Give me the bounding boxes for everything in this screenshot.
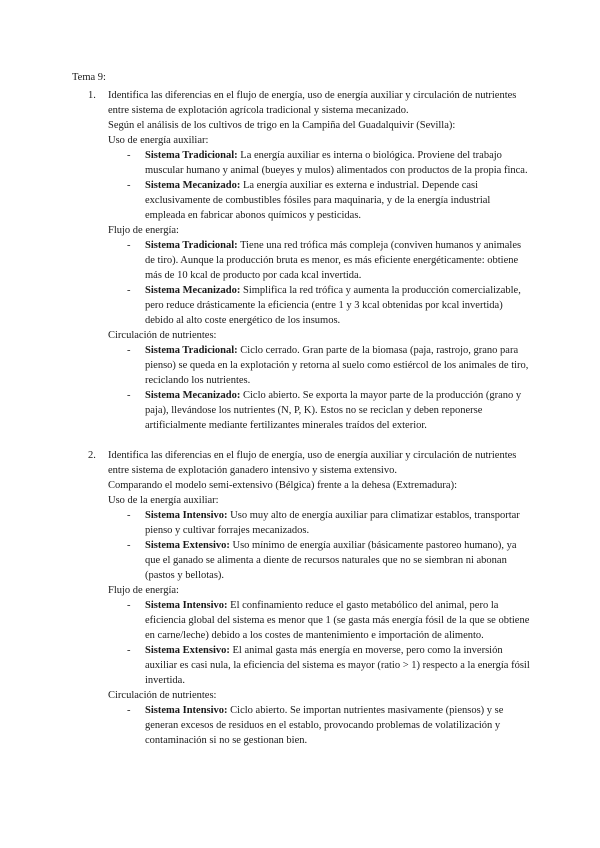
bullet-label: Sistema Tradicional: — [145, 240, 238, 251]
question-number: 2. — [88, 450, 96, 461]
bullet-text: Uso mínimo de energía auxiliar (básicamente pastoreo humano), ya que el ganado se alimenta a diente de recursos naturales que no se siembran ni abonan (pastos y bellotas). — [145, 540, 517, 581]
bullet-label: Sistema Extensivo: — [145, 540, 230, 551]
section-heading: Flujo de energía: — [108, 225, 179, 236]
bullet-item — [108, 343, 532, 388]
bullet-list — [108, 508, 532, 583]
bullet-item — [108, 538, 532, 583]
document-title: Tema 9: — [72, 72, 106, 83]
bullet-item — [108, 388, 532, 433]
bullet-label: Sistema Mecanizado: — [145, 180, 241, 191]
bullet-text: Simplifica la red trófica y aumenta la producción comercializable, pero reduce drásticamente la eficiencia (entre 1 y 3 kcal obtenidas por kcal invertida) debido al alto coste energético de los insumos. — [145, 285, 521, 326]
document-body — [72, 70, 532, 748]
question-context: Comparando el modelo semi-extensivo (Bélgica) frente a la dehesa (Extremadura): — [108, 480, 457, 491]
bullet-list — [108, 598, 532, 688]
dash-bullet-icon: - — [127, 285, 131, 296]
bullet-list — [108, 343, 532, 433]
bullet-list — [108, 148, 532, 223]
question-number: 1. — [88, 90, 96, 101]
bullet-item — [108, 598, 532, 643]
bullet-item — [108, 508, 532, 538]
section-heading: Uso de la energía auxiliar: — [108, 495, 219, 506]
question — [72, 448, 532, 748]
bullet-text: El confinamiento reduce el gasto metabólico del animal, pero la eficiencia global del sistema es menor que 1 (se gasta más energía fósil de la que se obtiene en carne/leche) debido a los costes de mantenimiento e importación de alimento. — [145, 600, 530, 641]
bullet-item — [108, 238, 532, 283]
question-list — [72, 88, 532, 748]
bullet-label: Sistema Intensivo: — [145, 510, 228, 521]
bullet-label: Sistema Tradicional: — [145, 345, 238, 356]
dash-bullet-icon: - — [127, 540, 131, 551]
bullet-text: Uso muy alto de energía auxiliar para climatizar establos, transportar pienso y cultivar forrajes mecanizados. — [145, 510, 520, 536]
bullet-list — [108, 238, 532, 328]
bullet-item — [108, 283, 532, 328]
question-prompt: Identifica las diferencias en el flujo de energía, uso de energía auxiliar y circulación de nutrientes entre sistema de explotación agrícola tradicional y sistema mecanizado. — [108, 90, 517, 116]
bullet-label: Sistema Mecanizado: — [145, 285, 241, 296]
section-heading: Circulación de nutrientes: — [108, 330, 217, 341]
dash-bullet-icon: - — [127, 390, 131, 401]
dash-bullet-icon: - — [127, 600, 131, 611]
question-context: Según el análisis de los cultivos de trigo en la Campiña del Guadalquivir (Sevilla): — [108, 120, 456, 131]
dash-bullet-icon: - — [127, 705, 131, 716]
question — [72, 88, 532, 433]
bullet-label: Sistema Mecanizado: — [145, 390, 241, 401]
section-heading: Uso de energía auxiliar: — [108, 135, 209, 146]
section-heading: Flujo de energía: — [108, 585, 179, 596]
bullet-text: La energía auxiliar es externa e industrial. Depende casi exclusivamente de combustibles fósiles para maquinaria, y de la energía industrial empleada en fabricar abonos químicos y pesticidas. — [145, 180, 491, 221]
dash-bullet-icon: - — [127, 345, 131, 356]
bullet-item — [108, 643, 532, 688]
bullet-text: Ciclo abierto. Se importan nutrientes masivamente (piensos) y se generan excesos de residuos en el establo, provocando problemas de volatilización y contaminación si no se gestionan bien. — [145, 705, 504, 746]
bullet-text: Tiene una red trófica más compleja (conviven humanos y animales de tiro). Aunque la producción bruta es menor, es más eficiente energéticamente: obtiene más de 10 kcal de producto por cada kcal invertida. — [145, 240, 522, 281]
dash-bullet-icon: - — [127, 510, 131, 521]
bullet-label: Sistema Extensivo: — [145, 645, 230, 656]
bullet-item — [108, 178, 532, 223]
bullet-list — [108, 703, 532, 748]
bullet-text: Ciclo abierto. Se exporta la mayor parte de la producción (grano y paja), llevándose los nutrientes (N, P, K). Estos no se reciclan y deben reponerse artificialmente mediante fertilizantes minerales traídos del exterior. — [145, 390, 522, 431]
bullet-item — [108, 148, 532, 178]
dash-bullet-icon: - — [127, 240, 131, 251]
question-prompt: Identifica las diferencias en el flujo de energía, uso de energía auxiliar y circulación de nutrientes entre sistema de explotación ganadero intensivo y sistema extensivo. — [108, 450, 517, 476]
bullet-text: La energía auxiliar es interna o biológica. Proviene del trabajo muscular humano y animal (bueyes y mulos) alimentados con productos de la propia finca. — [145, 150, 528, 176]
bullet-label: Sistema Intensivo: — [145, 705, 228, 716]
section-heading: Circulación de nutrientes: — [108, 690, 217, 701]
dash-bullet-icon: - — [127, 150, 131, 161]
bullet-label: Sistema Intensivo: — [145, 600, 228, 611]
bullet-text: El animal gasta más energía en moverse, pero como la inversión auxiliar es casi nula, la eficiencia del sistema es mayor (ratio > 1) respecto a la energía fósil invertida. — [145, 645, 530, 686]
dash-bullet-icon: - — [127, 180, 131, 191]
bullet-item — [108, 703, 532, 748]
dash-bullet-icon: - — [127, 645, 131, 656]
bullet-label: Sistema Tradicional: — [145, 150, 238, 161]
bullet-text: Ciclo cerrado. Gran parte de la biomasa (paja, rastrojo, grano para pienso) se queda en la explotación y retorna al suelo como estiércol de los animales de tiro, reciclando los nutrientes. — [145, 345, 529, 386]
